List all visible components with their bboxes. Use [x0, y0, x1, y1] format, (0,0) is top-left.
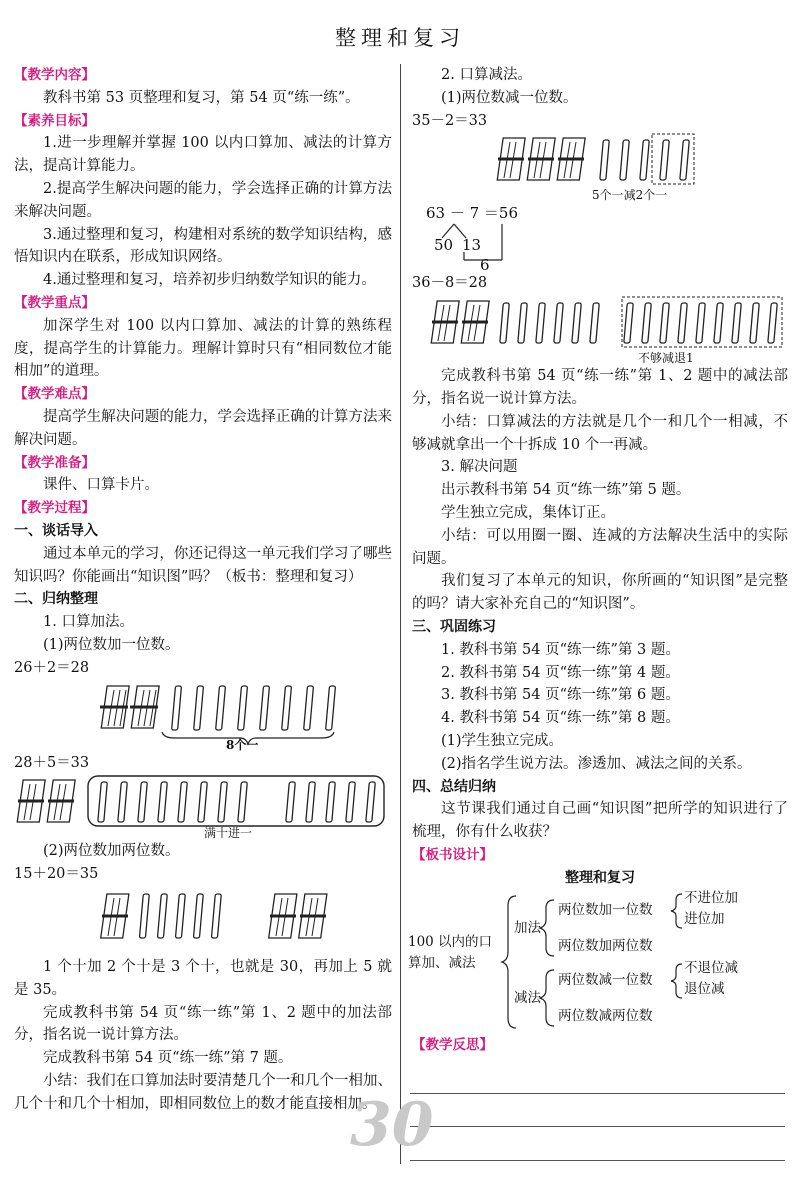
content-text: 教科书第 53 页整理和复习，第 54 页“练一练”。: [43, 89, 360, 106]
sticks-figure-3: [14, 886, 392, 956]
board-design: [408, 889, 788, 1040]
page-title: 整理和复习: [335, 26, 465, 50]
goal-2: 2.提高学生解决问题的能力，学会选择正确的计算方法来解决问题。: [14, 180, 392, 220]
exercise-4: 4. 教科书第 54 页“练一练”第 8 题。: [441, 710, 680, 727]
sub-title: 2. 口算减法。: [441, 67, 532, 83]
board-sub: 减法: [514, 989, 541, 1006]
sticks-figure-2: [14, 774, 392, 840]
board-sub-leaf-2: 退位减: [684, 980, 725, 997]
tag-process: 【教学过程】: [14, 500, 95, 517]
sub-sub1: (1)两位数减一位数。: [441, 89, 578, 106]
tag-difficult: 【教学难点】: [14, 386, 95, 403]
board-sub-item-1: 两位数减一位数: [558, 971, 653, 988]
section-3-heading: 三、巩固练习: [412, 618, 496, 635]
section-1-text: 通过本单元的学习，你还记得这一单元我们学习了哪些知识吗？你能画出“知识图”吗？（板书：整理和复习）: [14, 545, 392, 585]
exercise-note-a: (1)学生独立完成。: [441, 732, 564, 749]
tag-board: 【板书设计】: [412, 846, 493, 863]
solve-2: 学生独立完成，集体订正。: [441, 504, 615, 521]
tag-prep: 【教学准备】: [14, 454, 95, 471]
section-4-heading: 四、总结归纳: [412, 778, 496, 795]
figure-28-plus-5: [14, 774, 392, 840]
summary-3: 小结：可以用圈一圈、连减的方法解决生活中的实际问题。: [412, 527, 788, 567]
bundle-icon: [299, 894, 327, 938]
bundle-icon: [100, 686, 129, 728]
exercise-2: 2. 教科书第 54 页“练一练”第 4 题。: [441, 664, 680, 681]
equation-26-2: 26＋2＝28: [14, 659, 90, 676]
single-sticks: [600, 140, 689, 180]
single-sticks: [98, 782, 375, 822]
equation-28-5: 28＋5＝33: [14, 754, 90, 771]
bundle-icon: [527, 138, 555, 180]
figure-15-plus-20: [14, 886, 392, 956]
fig2-label: 满十进一: [204, 826, 253, 841]
bundle-icon: [497, 138, 525, 180]
add-sub2: (2)两位数加两位数。: [43, 843, 180, 860]
fig1-label: 8个一: [226, 737, 259, 752]
single-sticks: [139, 894, 221, 938]
reflection-line-3: [410, 1160, 785, 1161]
board-sub-leaf-1: 不退位减: [684, 959, 738, 976]
goal-3: 3.通过整理和复习，构建相对系统的数学知识结构，感悟知识内在联系，形成知识网络。: [14, 226, 392, 266]
solve-title: 3. 解决问题: [441, 459, 518, 476]
bundle-icon: [47, 780, 75, 822]
carry-frame: [88, 776, 384, 826]
bundle-icon: [461, 301, 489, 343]
split-6: 6: [480, 256, 490, 275]
split-equation: 63 － 7 ＝56: [426, 204, 519, 223]
board-sub-item-2: 两位数减两位数: [558, 1007, 653, 1024]
difficult-text: 提高学生解决问题的能力，学会选择正确的计算方法来解决问题。: [14, 408, 392, 448]
tag-goals: 【素养目标】: [14, 112, 95, 129]
tag-reflect: 【教学反思】: [412, 1036, 493, 1053]
page-number: 30: [350, 1090, 434, 1160]
explain-text: 1 个十加 2 个十是 3 个十，也就是 30，再加上 5 就是 35。: [14, 958, 392, 998]
exercise-note-b: (2)指名学生说方法。渗透加、减法之间的关系。: [441, 755, 752, 772]
single-sticks: [500, 303, 777, 343]
fig3-label: 5个一减2个一: [592, 188, 668, 203]
goal-4: 4.通过整理和复习，培养初步归纳数学知识的能力。: [43, 272, 376, 289]
single-sticks: [172, 686, 336, 730]
board-add-leaf-2: 进位加: [684, 910, 725, 927]
bundle-icon: [101, 894, 129, 938]
bundle-icon: [130, 686, 159, 728]
sticks-figure-5: [412, 295, 788, 365]
summary-2: 小结：口算减法的方法就是几个一和几个一相减，不够减就拿出一个十拆成 10 个一再减。: [412, 413, 788, 453]
board-add-item-1: 两位数加一位数: [558, 901, 653, 918]
split-diagram: [412, 202, 788, 275]
figure-35-minus-2: [412, 132, 788, 202]
review-text: 我们复习了本单元的知识，你所画的“知识图”是完整的吗？请大家补充自己的“知识图”。: [412, 573, 788, 613]
task-2: 完成教科书第 54 页“练一练”第 7 题。: [43, 1050, 293, 1067]
bundle-icon: [17, 780, 45, 822]
board-add: 加法: [514, 919, 541, 936]
figure-26-plus-2: [14, 680, 392, 752]
board-add-item-2: 两位数加两位数: [558, 937, 653, 954]
add-title: 1. 口算加法。: [43, 614, 134, 631]
tag-key: 【教学重点】: [14, 294, 95, 311]
split-50: 50: [434, 236, 454, 255]
tag-content: 【教学内容】: [14, 67, 95, 83]
bundle-icon: [431, 301, 459, 343]
right-column: [408, 64, 788, 1056]
left-column: [14, 64, 392, 1115]
figure-36-minus-8: [412, 295, 788, 365]
exercise-1: 1. 教科书第 54 页“练一练”第 3 题。: [441, 641, 680, 658]
goal-1: 1.进一步理解并掌握 100 以内口算加、减法的计算方法，提高计算能力。: [14, 135, 392, 175]
equation-15-20: 15＋20＝35: [14, 866, 99, 883]
board-title: 整理和复习: [565, 869, 635, 886]
solve-1: 出示教科书第 54 页“练一练”第 5 题。: [441, 482, 691, 499]
board-root: 100 以内的口算加、减法: [408, 933, 493, 971]
exercise-3: 3. 教科书第 54 页“练一练”第 6 题。: [441, 687, 680, 704]
key-text: 加深学生对 100 以内口算加、减法的计算的熟练程度，提高学生的计算能力。理解计算时只有“相同数位才能相加”的道理。: [14, 317, 392, 380]
equation-36-8: 36－8＝28: [412, 275, 488, 292]
reflection-line-1: [410, 1093, 785, 1094]
task-1: 完成教科书第 54 页“练一练”第 1、2 题中的加法部分，指名说一说计算方法。: [14, 1004, 392, 1044]
fig4-label: 不够减退1: [638, 351, 694, 366]
section-2-heading: 二、归纳整理: [14, 591, 98, 608]
split-13: 13: [462, 236, 482, 255]
task-3: 完成教科书第 54 页“练一练”第 1、2 题中的减法部分，指名说一说计算方法。: [412, 368, 788, 407]
add-sub1: (1)两位数加一位数。: [43, 636, 180, 653]
board-add-leaf-1: 不进位加: [684, 889, 738, 906]
reflection-line-2: [410, 1126, 785, 1127]
prep-text: 课件、口算卡片。: [43, 477, 159, 494]
sticks-figure-1: [14, 680, 392, 752]
bundle-icon: [557, 138, 585, 180]
equation-35-2: 35－2＝33: [412, 112, 488, 129]
section-4-text: 这节课我们通过自己画“知识图”把所学的知识进行了梳理，你有什么收获？: [412, 801, 788, 841]
column-divider: [400, 64, 401, 1164]
bundle-icon: [269, 894, 297, 938]
section-1-heading: 一、谈话导入: [14, 522, 98, 539]
summary-1: 小结：我们在口算加法时要清楚几个一和几个一相加、几个十和几个十相加，即相同数位上的数才能直接相加。: [14, 1072, 392, 1112]
